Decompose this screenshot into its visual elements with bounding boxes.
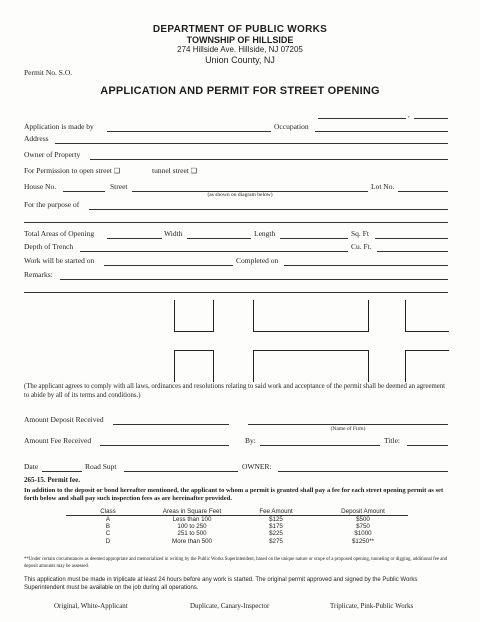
completed-field[interactable] xyxy=(284,265,448,266)
tunnel-label xyxy=(152,166,197,175)
completed-label: Completed on xyxy=(236,256,279,265)
cell-deposit: $500 xyxy=(356,516,370,523)
address-label: Address xyxy=(24,134,49,143)
tunnel-street-checkbox[interactable]: ❑ xyxy=(190,167,198,175)
owner-field[interactable] xyxy=(90,159,448,160)
comma-mark: , xyxy=(408,111,410,119)
table-row xyxy=(66,516,408,524)
copy-triplicate: Triplicate, Pink-Public Works xyxy=(330,602,414,610)
sq-ft-label: Sq. Ft xyxy=(351,229,369,238)
submission-note: This application must be made in triplicate at least 24 hours before any work is started. The original permit approved and signed by the Public Works Superintendent must be available on the job during all operations. xyxy=(24,577,418,591)
township-name: TOWNSHIP OF HILLSIDE xyxy=(186,35,294,45)
cell-class: A xyxy=(105,516,111,523)
col-area: Areas in Square Feet xyxy=(150,508,234,516)
application-made-by-field[interactable] xyxy=(107,131,271,132)
width-field[interactable] xyxy=(187,238,251,239)
diagram-block-bottom-right xyxy=(405,350,449,382)
copy-original: Original, White-Applicant xyxy=(54,602,128,610)
date-label: Date xyxy=(24,462,39,471)
col-fee: Fee Amount xyxy=(234,508,318,516)
permission-text: For Permission to open street xyxy=(24,166,112,175)
diagram-block-top-center xyxy=(253,300,369,332)
street-label: Street xyxy=(110,182,128,191)
cell-deposit: $750 xyxy=(356,523,370,531)
permit-number-label: Permit No. S.O. xyxy=(24,68,73,77)
house-no-label: House No. xyxy=(24,182,57,191)
cell-class: C xyxy=(105,530,111,538)
remarks-label: Remarks: xyxy=(24,270,53,279)
tunnel-text: tunnel street xyxy=(152,166,189,175)
cell-class: B xyxy=(105,523,111,531)
cell-fee: $275 xyxy=(269,537,283,545)
by-field[interactable] xyxy=(260,445,380,446)
purpose-field[interactable] xyxy=(89,209,448,210)
firm-name-field[interactable] xyxy=(248,424,448,425)
remarks-field-2[interactable] xyxy=(24,292,448,293)
col-class: Class xyxy=(66,508,150,516)
cell-fee: $125 xyxy=(269,516,283,523)
sq-ft-field[interactable] xyxy=(375,238,448,239)
deposit-label: Amount Deposit Received xyxy=(24,415,104,424)
lot-no-label: Lot No. xyxy=(371,182,395,191)
diagram-block-bottom-center xyxy=(253,350,369,382)
table-row xyxy=(66,538,408,545)
table-row xyxy=(66,530,408,537)
diagram-note: (as shown on diagram below) xyxy=(207,192,273,198)
open-street-checkbox[interactable]: ❑ xyxy=(113,167,121,175)
work-started-label: Work will be started on xyxy=(24,256,95,265)
width-label: Width xyxy=(164,229,183,238)
road-supt-label: Road Supt xyxy=(85,462,117,471)
form-title: APPLICATION AND PERMIT FOR STREET OPENING xyxy=(100,85,380,97)
diagram-block-top-right xyxy=(405,300,449,332)
table-row xyxy=(66,523,408,530)
owner-signature-field[interactable] xyxy=(278,471,448,472)
top-right-line-b[interactable] xyxy=(414,118,448,119)
work-started-field[interactable] xyxy=(104,265,233,266)
fee-footnote: **Under certain circumstances as deemed appropriate and memorialized in writing by the Public Works Superintendent, based on the unique nature or scope of a proposed opening, tunneling or digging, additional fee and deposit amounts may be assessed. xyxy=(24,557,448,569)
remarks-field[interactable] xyxy=(60,279,448,280)
cell-area: More than 500 xyxy=(172,537,212,545)
col-deposit: Deposit Amount xyxy=(318,508,408,516)
length-field[interactable] xyxy=(280,238,348,239)
permission-label xyxy=(24,166,120,175)
purpose-field-2[interactable] xyxy=(24,222,448,223)
township-address: 274 Hillside Ave. Hillside, NJ 07205 xyxy=(177,45,303,54)
diagram-block-bottom-left xyxy=(174,350,214,382)
deposit-field[interactable] xyxy=(113,424,229,425)
cell-deposit: $1000 xyxy=(354,530,372,538)
date-field[interactable] xyxy=(42,471,82,472)
cell-class: D xyxy=(105,537,111,545)
total-areas-label: Total Areas of Opening xyxy=(24,229,95,238)
firm-name-caption: (Name of Firm) xyxy=(330,426,366,432)
cell-area: Less than 100 xyxy=(172,516,212,523)
diagram-block-top-left xyxy=(174,300,214,332)
purpose-label: For the purpose of xyxy=(24,200,80,209)
fee-table-header xyxy=(66,508,408,516)
owner-signature-label: OWNER: xyxy=(242,462,272,471)
cell-fee: $175 xyxy=(269,523,283,531)
occupation-label: Occupation xyxy=(274,122,309,131)
permit-fee-intro: In addition to the deposit or bond hereafter mentioned, the applicant to whom a permit is granted shall pay a fee for each street opening permit as set forth below and shall pay such inspection fees as are hereinafter provided. xyxy=(24,487,444,502)
cell-area: 100 to 250 xyxy=(177,523,207,531)
agreement-text: (The applicant agrees to comply with all laws, ordinances and resolutions relating to said work and acceptance of the permit shall be deemed an agreement to abide by all of its terms and conditions.) xyxy=(24,383,446,399)
cell-area: 251 to 500 xyxy=(177,530,207,538)
permit-fee-heading: 265-15. Permit fee. xyxy=(24,476,80,484)
total-areas-field[interactable] xyxy=(107,238,162,239)
fee-table xyxy=(66,508,408,545)
cu-ft-label: Cu. Ft. xyxy=(351,242,372,251)
county-name: Union County, NJ xyxy=(205,55,275,65)
road-supt-field[interactable] xyxy=(124,471,238,472)
length-label: Length xyxy=(254,229,276,238)
title-field[interactable] xyxy=(407,445,448,446)
depth-label: Depth of Trench xyxy=(24,242,74,251)
owner-label: Owner of Property xyxy=(24,150,81,159)
department-name: DEPARTMENT OF PUBLIC WORKS xyxy=(152,24,328,35)
fee-received-field[interactable] xyxy=(100,445,229,446)
by-label: By: xyxy=(245,436,256,445)
application-made-by-label: Application is made by xyxy=(24,122,94,131)
cell-fee: $225 xyxy=(269,530,283,538)
top-right-line-a[interactable] xyxy=(318,118,406,119)
cu-ft-field[interactable] xyxy=(377,251,448,252)
address-field[interactable] xyxy=(55,143,448,144)
title-label: Title: xyxy=(384,436,400,445)
depth-field[interactable] xyxy=(80,251,348,252)
cell-deposit: $1250** xyxy=(351,537,375,545)
copy-duplicate: Duplicate, Canary-Inspector xyxy=(190,602,270,610)
occupation-field[interactable] xyxy=(315,131,448,132)
fee-received-label: Amount Fee Received xyxy=(24,436,92,445)
